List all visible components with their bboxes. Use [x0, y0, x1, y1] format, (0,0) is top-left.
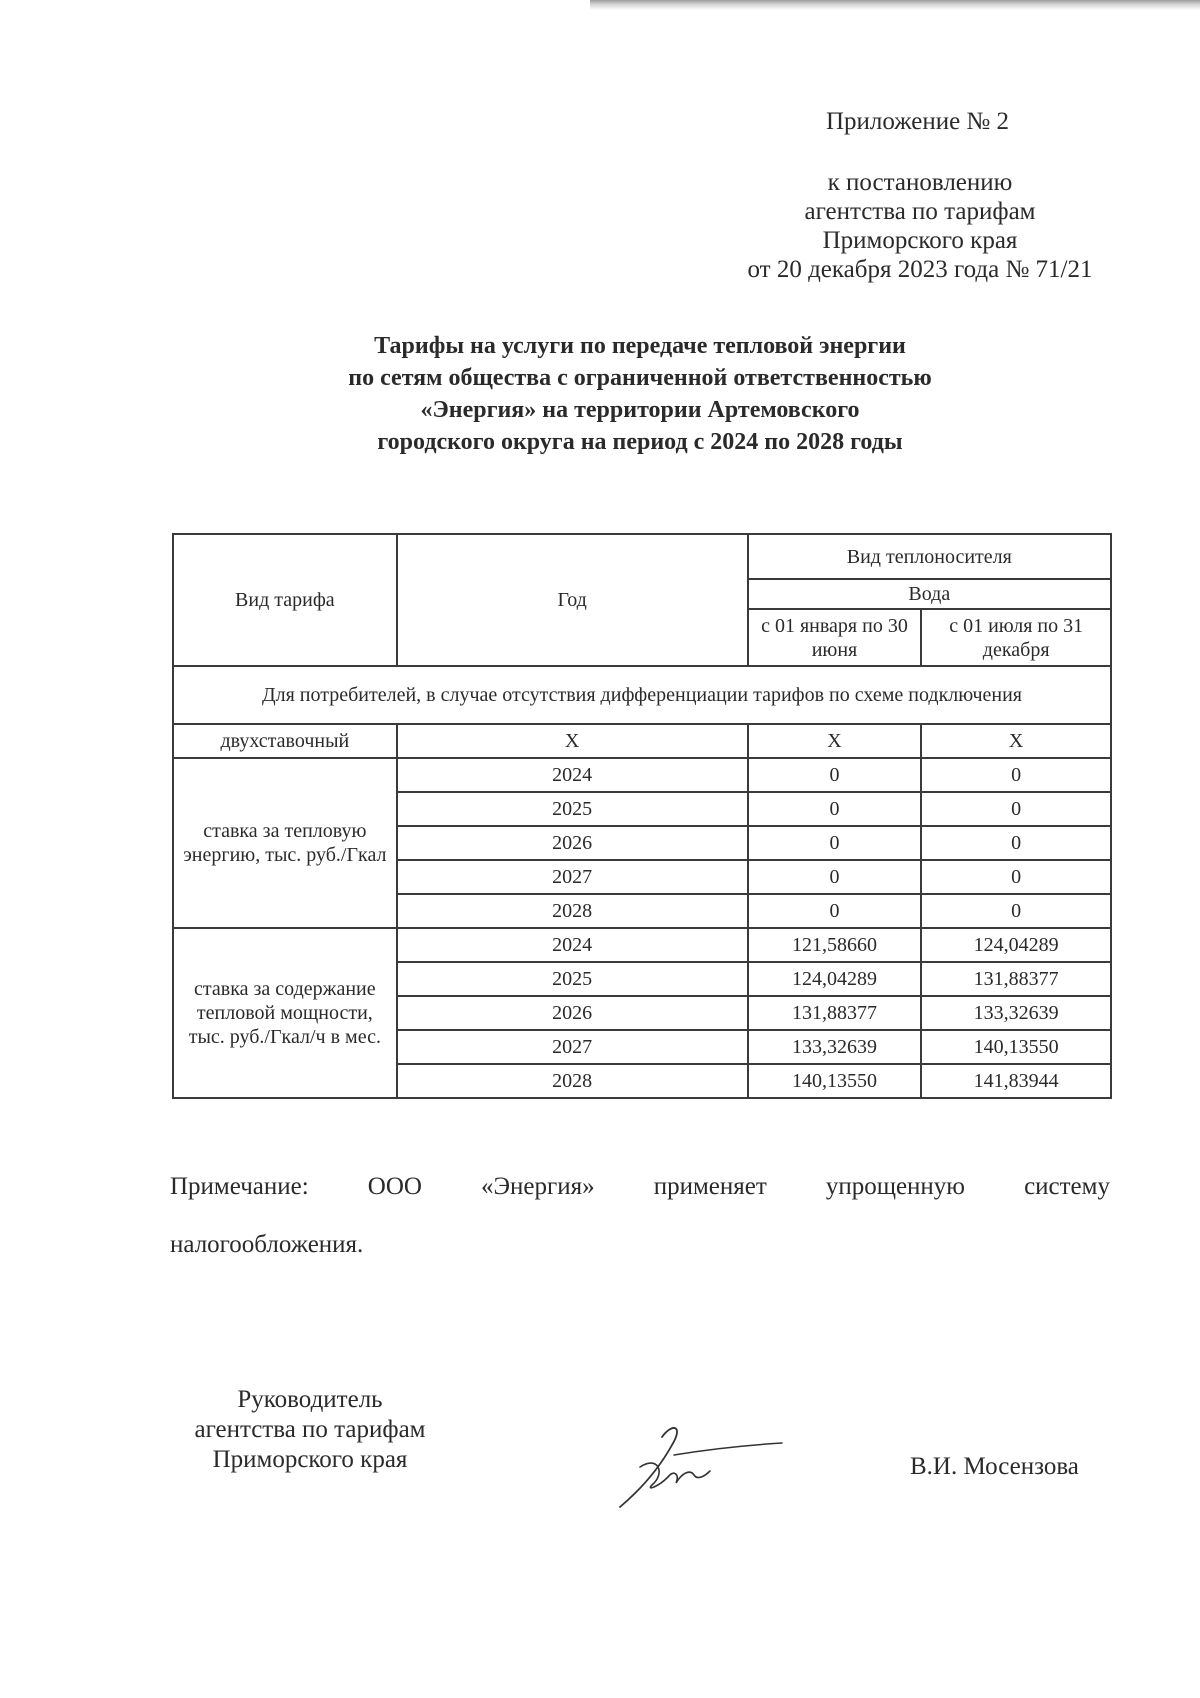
- year-cell: 2028: [397, 894, 748, 928]
- value-cell: 133,32639: [921, 996, 1111, 1030]
- appendix-line: агентства по тарифам: [804, 198, 1036, 225]
- value-cell: 131,88377: [921, 962, 1111, 996]
- note-paragraph: [170, 1158, 1110, 1274]
- note-word: Примечание:: [170, 1173, 309, 1200]
- note-word: упрощенную: [825, 1173, 965, 1200]
- header-water: Вода: [748, 579, 1111, 609]
- value-cell: 0: [921, 792, 1111, 826]
- signer-position: [160, 1385, 460, 1475]
- header-period-1: с 01 января по 30 июня: [748, 609, 922, 666]
- note-word: системy: [1024, 1173, 1110, 1200]
- value-cell: 0: [921, 758, 1111, 792]
- title-line: Тарифы на услуги по передаче тепловой энергии: [374, 333, 906, 359]
- value-cell: 133,32639: [748, 1030, 922, 1064]
- two-part-p1: X: [748, 724, 922, 758]
- value-cell: 124,04289: [921, 928, 1111, 962]
- scan-edge-shadow: [590, 0, 1200, 10]
- signer-line: агентства по тарифам: [194, 1416, 426, 1443]
- two-part-label: двухставочный: [173, 724, 397, 758]
- title-line: «Энергия» на территории Артемовского: [420, 397, 860, 423]
- value-cell: 140,13550: [921, 1030, 1111, 1064]
- year-cell: 2026: [397, 996, 748, 1030]
- value-cell: 141,83944: [921, 1064, 1111, 1098]
- value-cell: 131,88377: [748, 996, 922, 1030]
- appendix-line: Приморского края: [822, 227, 1018, 254]
- two-part-p2: X: [921, 724, 1111, 758]
- value-cell: 0: [921, 860, 1111, 894]
- signer-line: Руководитель: [237, 1386, 383, 1413]
- signer-name: В.И. Мосензова: [910, 1453, 1079, 1480]
- table-row: [173, 928, 1111, 962]
- energy-rate-label: ставка за тепловую энергию, тыс. руб./Гкал: [173, 758, 397, 928]
- note-first-line: [170, 1158, 1110, 1216]
- note-word: «Энергия»: [481, 1173, 595, 1200]
- value-cell: 0: [748, 826, 922, 860]
- note-end: налогообложения.: [170, 1231, 364, 1258]
- year-cell: 2028: [397, 1064, 748, 1098]
- table-subheader: Для потребителей, в случае отсутствия дифференциации тарифов по схеме подключения: [173, 666, 1111, 724]
- note-word: ООО: [367, 1173, 422, 1200]
- year-cell: 2027: [397, 1030, 748, 1064]
- capacity-rate-label: ставка за содержание тепловой мощности, тыс. руб./Гкал/ч в мес.: [173, 928, 397, 1098]
- note-word: применяет: [653, 1173, 767, 1200]
- year-cell: 2027: [397, 860, 748, 894]
- appendix-line: к постановлению: [827, 169, 1013, 196]
- tariff-table: [172, 533, 1112, 1099]
- handwritten-signature: [610, 1415, 810, 1515]
- value-cell: 121,58660: [748, 928, 922, 962]
- year-cell: 2025: [397, 792, 748, 826]
- signer-line: Приморского края: [212, 1446, 408, 1473]
- appendix-header: [700, 108, 1140, 284]
- header-year: Год: [397, 534, 748, 666]
- appendix-line: от 20 декабря 2023 года № 71/21: [747, 256, 1093, 283]
- value-cell: 124,04289: [748, 962, 922, 996]
- header-carrier: Вид теплоносителя: [748, 534, 1111, 579]
- appendix-number: Приложение № 2: [826, 108, 1010, 135]
- header-period-2: с 01 июля по 31 декабря: [921, 609, 1111, 666]
- value-cell: 140,13550: [748, 1064, 922, 1098]
- two-part-year: X: [397, 724, 748, 758]
- title-line: городского округа на период с 2024 по 2028 годы: [377, 429, 903, 455]
- year-cell: 2025: [397, 962, 748, 996]
- table-row: [173, 758, 1111, 792]
- year-cell: 2024: [397, 758, 748, 792]
- value-cell: 0: [748, 860, 922, 894]
- title-line: по сетям общества с ограниченной ответственностью: [348, 365, 932, 391]
- value-cell: 0: [748, 894, 922, 928]
- value-cell: 0: [748, 758, 922, 792]
- value-cell: 0: [748, 792, 922, 826]
- year-cell: 2026: [397, 826, 748, 860]
- year-cell: 2024: [397, 928, 748, 962]
- document-title: [230, 330, 1050, 458]
- value-cell: 0: [921, 826, 1111, 860]
- value-cell: 0: [921, 894, 1111, 928]
- header-tariff-type: Вид тарифа: [173, 534, 397, 666]
